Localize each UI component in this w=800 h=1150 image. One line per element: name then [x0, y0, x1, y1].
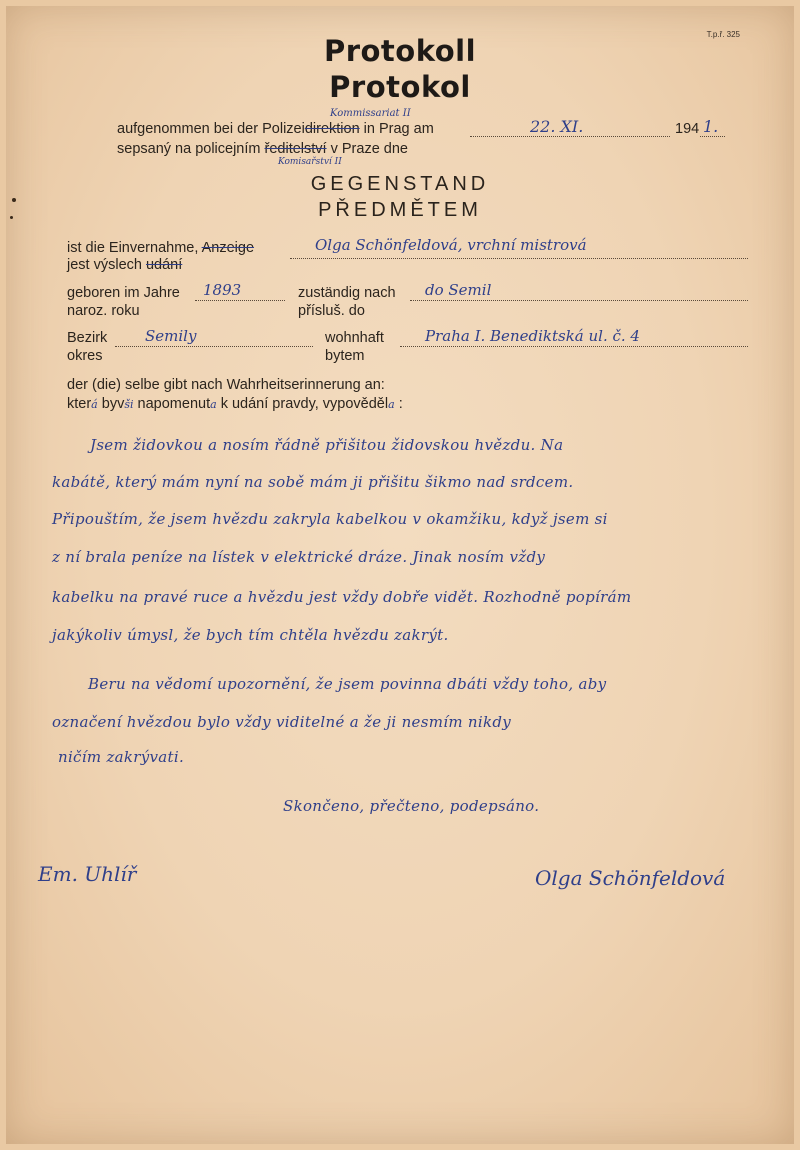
form-code: T.p.ř. 325 — [706, 30, 740, 39]
statement-cz-end: : — [398, 396, 403, 412]
closing-read-signed: Skončeno, přečteno, podepsáno. — [283, 797, 540, 815]
intro-line-2 — [117, 141, 408, 157]
paper-speck — [10, 216, 13, 219]
statement-line: Beru na vědomí upozornění, že jsem povinna dbáti vždy toho, aby — [88, 675, 607, 693]
geboren-label: geboren im Jahre — [67, 285, 180, 301]
intro-line-1 — [117, 121, 434, 137]
naroz-label: naroz. roku — [67, 303, 140, 319]
person-line — [290, 258, 748, 259]
date-line — [470, 136, 670, 137]
bytem-label: bytem — [325, 348, 365, 364]
hw-mark-2: ši — [124, 398, 134, 411]
statement-line: kabelku na pravé ruce a hvězdu jest vždy dobře vidět. Rozhodně popírám — [52, 588, 632, 606]
statement-intro-cz — [67, 396, 403, 412]
paper-speck — [12, 198, 16, 202]
handwritten-komisarstvi: Komisařství II — [278, 157, 342, 167]
handwritten-district: Semily — [145, 327, 197, 345]
bezirk-label: Bezirk — [67, 330, 108, 346]
statement-cz-part-1: kter — [67, 396, 92, 412]
struck-direktion: direktion — [304, 121, 360, 137]
statement-line: z ní brala peníze na lístek v elektrické dráze. Jinak nosím vždy — [52, 548, 546, 566]
title-czech: Protokol — [329, 70, 471, 104]
district-line — [115, 346, 313, 347]
statement-line: Připouštím, že jsem hvězdu zakryla kabelkou v okamžiku, když jsem si — [52, 510, 608, 528]
statement-line: jakýkoliv úmysl, že bych tím chtěla hvězdu zakrýt. — [52, 626, 449, 644]
handwritten-year-digit: 1. — [703, 117, 719, 136]
statement-cz-part-3: napomenut — [137, 396, 211, 412]
handwritten-residence: Praha I. Benediktská ul. č. 4 — [425, 327, 640, 345]
vyslech-text: jest výslech — [67, 257, 142, 273]
hw-mark-3: a — [210, 398, 217, 411]
struck-anzeige: Anzeige — [201, 240, 255, 256]
handwritten-date: 22. XI. — [530, 117, 584, 136]
statement-line: označení hvězdou bylo vždy viditelné a že ji nesmím nikdy — [52, 713, 512, 731]
title-german: Protokoll — [323, 34, 477, 68]
handwritten-birth-year: 1893 — [203, 281, 242, 299]
birth-year-line — [195, 300, 285, 301]
prislus-label: přísluš. do — [298, 303, 365, 319]
statement-line: kabátě, který mám nyní na sobě mám ji přišitu šikmo nad srdcem. — [52, 473, 574, 491]
wohnhaft-label: wohnhaft — [325, 330, 384, 346]
statement-line: Jsem židovkou a nosím řádně přišitou židovskou hvězdu. Na — [90, 436, 564, 454]
einvernahme-label — [67, 240, 254, 256]
intro-text-b: Polizei — [262, 121, 305, 137]
handwritten-kommissariat: Kommissariat II — [330, 108, 411, 119]
vyslech-label — [67, 257, 182, 273]
heading-gegenstand: GEGENSTAND — [310, 173, 490, 195]
handwritten-domicile: do Semil — [425, 281, 492, 299]
intro-text-c: in Prag am — [363, 121, 434, 137]
statement-intro-de: der (die) selbe gibt nach Wahrheitserinnerung an: — [67, 377, 385, 393]
statement-cz-part-2: byv — [101, 396, 125, 412]
intro-text-a: aufgenommen bei der — [117, 121, 259, 137]
hw-mark-4: a — [388, 398, 395, 411]
intro-text-d: sepsaný na policejním — [117, 141, 261, 157]
hw-mark-1: á — [91, 398, 98, 411]
officer-signature: Em. Uhlíř — [38, 862, 137, 886]
struck-udani: udání — [145, 257, 183, 273]
year-line — [700, 136, 725, 137]
statement-cz-part-4: k udání pravdy, vypověděl — [220, 396, 389, 412]
statement-line: ničím zakrývati. — [58, 748, 185, 766]
zustandig-label: zuständig nach — [298, 285, 396, 301]
domicile-line — [410, 300, 748, 301]
einvernahme-text: ist die Einvernahme, — [67, 240, 199, 256]
struck-reditelstvi: ředitelství — [264, 141, 327, 157]
intro-text-e: v Praze dne — [330, 141, 408, 157]
year-prefix: 194 — [675, 121, 700, 137]
handwritten-person: Olga Schönfeldová, vrchní mistrová — [315, 236, 587, 254]
okres-label: okres — [67, 348, 103, 364]
witness-signature: Olga Schönfeldová — [535, 866, 726, 890]
heading-predmetem: PŘEDMĚTEM — [318, 199, 482, 221]
residence-line — [400, 346, 748, 347]
